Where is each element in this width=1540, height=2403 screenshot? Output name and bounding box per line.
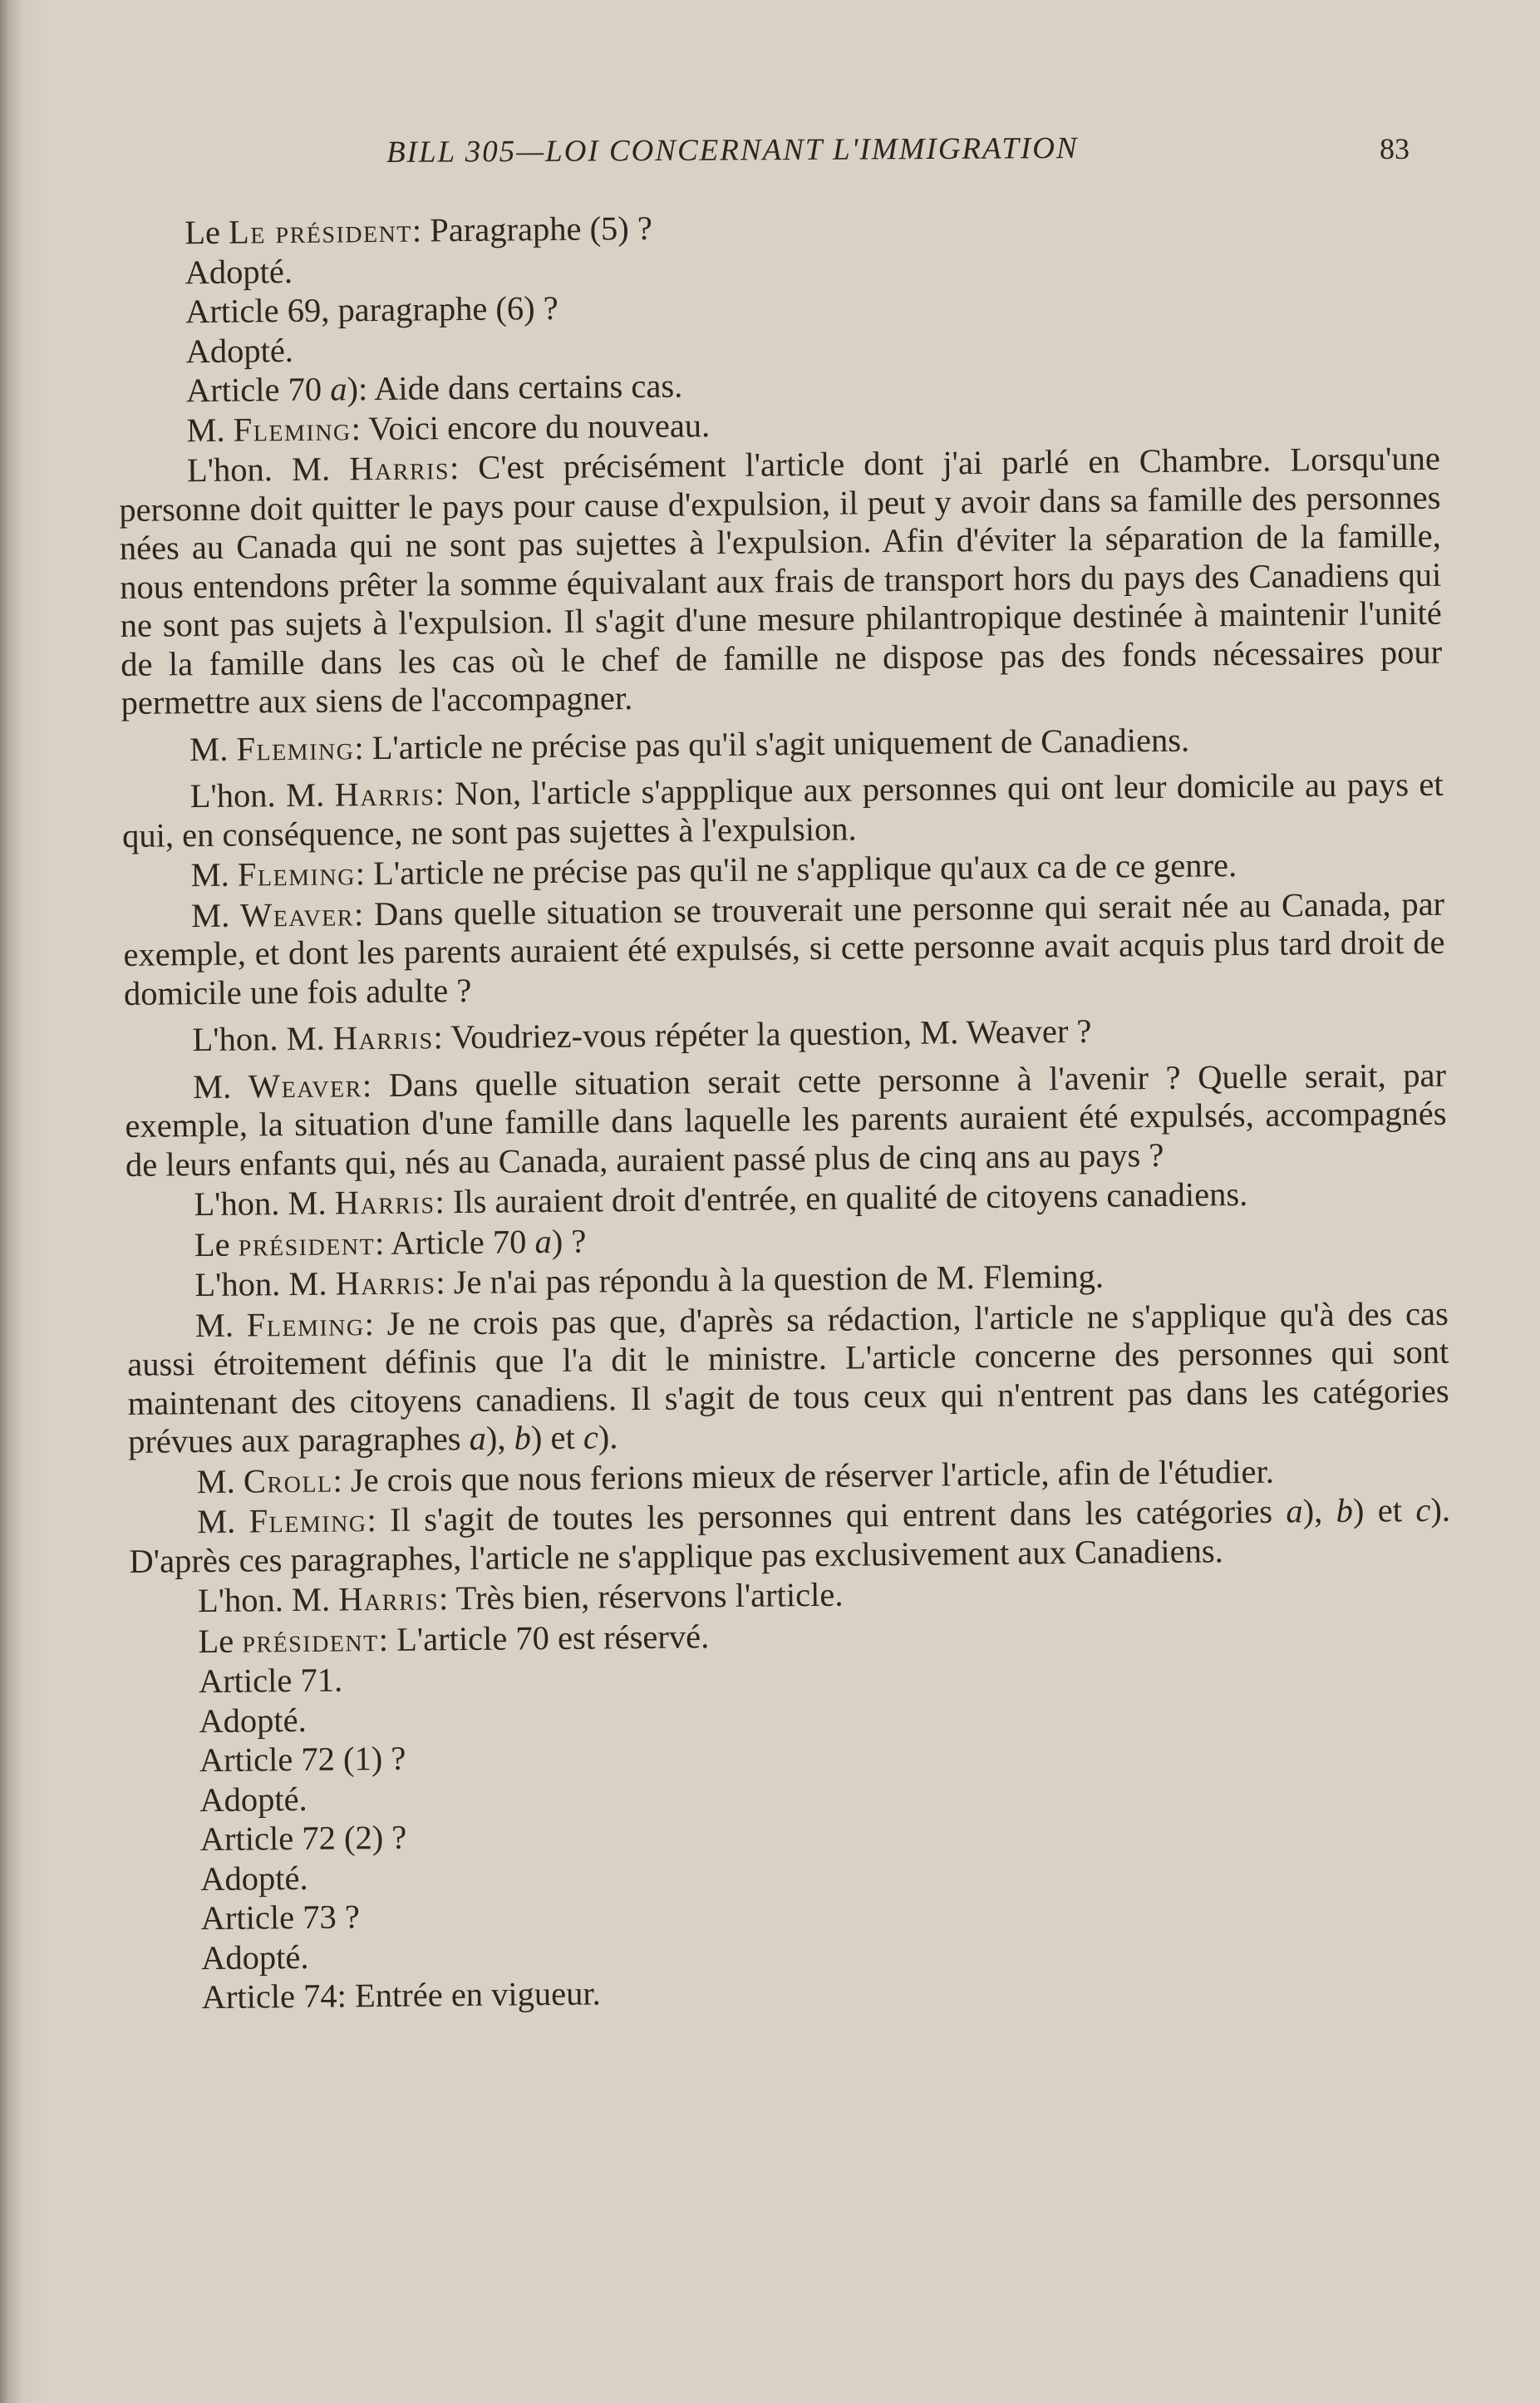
speaker-prefix: L'hon. M. xyxy=(194,1184,335,1224)
entry-article-69: Article 69, paragraphe (6) ? xyxy=(185,288,558,331)
speaker-name: Fleming xyxy=(233,409,352,449)
speaker-prefix: L'hon. M. xyxy=(197,1580,339,1620)
speaker-name: Harris xyxy=(349,449,450,488)
speaker-prefix: L'hon. M. xyxy=(194,1264,336,1304)
entry-text: ): Aide dans certains cas. xyxy=(347,367,683,408)
speaker-prefix: Le xyxy=(194,1225,239,1263)
entry-article-72-2: Article 72 (2) ? xyxy=(199,1818,407,1859)
speech-italic: a xyxy=(1286,1492,1303,1530)
entry-adopte: Adopté. xyxy=(199,1780,308,1819)
speaker-prefix: L'hon. M. xyxy=(189,776,335,815)
speech-text: : Dans quelle situation se trouverait une personne qui serait née au Canada, par exemple, et dont les parents auraient été expulsés, si cette personne avait acquis plus tard droit de domicile une fois adulte ? xyxy=(123,884,1445,1012)
speech-text: : L'article ne précise pas qu'il s'agit uniquement de Canadiens. xyxy=(354,721,1190,766)
speaker-prefix: M. xyxy=(186,411,234,449)
speech-text: : Très bien, réservons l'article. xyxy=(438,1575,844,1618)
speech-text: ) ? xyxy=(551,1222,587,1260)
speaker-prefix: M. xyxy=(192,1067,249,1105)
speech-text: ) et xyxy=(530,1418,584,1457)
entry-text: : Paragraphe (5) ? xyxy=(411,209,653,249)
speech-text: : L'article ne précise pas qu'il ne s'applique qu'aux ca de ce genre. xyxy=(355,846,1237,893)
speech-italic: c xyxy=(1415,1490,1431,1529)
speech-text: : Ils auraient droit d'entrée, en qualité de citoyens canadiens. xyxy=(435,1174,1248,1221)
speech-text: : L'article 70 est réservé. xyxy=(378,1617,710,1658)
speech-fleming xyxy=(127,1294,1450,1461)
entry-text: Article 70 xyxy=(185,370,331,410)
speech-harris xyxy=(119,440,1443,723)
speaker-name: Le président xyxy=(228,211,413,251)
speaker-name: Harris xyxy=(332,1018,434,1057)
entry-article-72-1: Article 72 (1) ? xyxy=(199,1739,406,1780)
speaker-name: président xyxy=(242,1620,379,1660)
page-number: 83 xyxy=(1380,132,1410,165)
speech-weaver xyxy=(125,1056,1447,1184)
speaker-prefix: M. xyxy=(190,855,239,894)
speaker-name: Harris xyxy=(335,1263,436,1302)
entry-adopte: Adopté. xyxy=(200,1859,308,1898)
speaker-name: Croll xyxy=(243,1461,333,1500)
speech-weaver xyxy=(123,884,1445,1013)
speaker-prefix: L'hon. M. xyxy=(186,450,350,490)
speaker-name: Weaver xyxy=(248,1066,363,1105)
speech-italic: c xyxy=(583,1418,599,1456)
speaker-prefix: Le xyxy=(198,1622,243,1660)
speech-text: : Dans quelle situation serait cette personne à l'avenir ? Quelle serait, par exemple, la situation d'une famille dans laquelle les parents auraient été expulsés, accompagnés de leurs enfants qui, nés au Canada, auraient passé plus de cinq ans au pays ? xyxy=(125,1056,1447,1184)
speech-text: ). xyxy=(598,1418,618,1456)
speech-text: : Voudriez-vous répéter la question, M. Weaver ? xyxy=(433,1012,1092,1056)
entry-article-73: Article 73 ? xyxy=(200,1898,361,1938)
speech-italic: b xyxy=(1336,1491,1354,1529)
entry-president-paragraph-5: Le Le président: Paragraphe (5) ? xyxy=(184,209,653,252)
speech-text: ), xyxy=(1302,1491,1336,1530)
speech-text: ) et xyxy=(1352,1491,1416,1529)
speech-text: : Il s'agit de toutes les personnes qui entrent dans les catégories xyxy=(367,1492,1287,1539)
entry-adopte: Adopté. xyxy=(185,331,294,370)
speech-text: : Non, l'article s'appplique aux personnes qui ont leur domicile au pays et qui, en conséquence, ne sont pas sujettes à l'expulsion. xyxy=(121,765,1444,854)
speaker-name: Fleming xyxy=(237,854,357,894)
speaker-prefix: M. xyxy=(189,730,237,768)
speaker-prefix: M. xyxy=(196,1462,244,1500)
speech-text: : Je crois que nous ferions mieux de réserver l'article, afin de l'étudier. xyxy=(332,1452,1275,1499)
speaker-name: Fleming xyxy=(236,728,355,768)
speech-italic: b xyxy=(514,1419,532,1457)
speech-fleming xyxy=(129,1491,1451,1581)
speaker-name: Fleming xyxy=(246,1304,365,1344)
speech-text: : Voici encore du nouveau. xyxy=(351,406,711,447)
speaker-prefix: M. xyxy=(196,1502,249,1541)
speech-harris xyxy=(124,1009,1445,1061)
entry-article-74: Article 74: Entrée en vigueur. xyxy=(201,1974,602,2016)
speech-fleming xyxy=(121,718,1443,770)
speaker-name: Harris xyxy=(334,775,435,814)
entry-adopte: Adopté. xyxy=(199,1701,307,1740)
speaker-name: Harris xyxy=(334,1183,435,1222)
speech-text: : Article 70 xyxy=(374,1222,535,1262)
speech-text: ), xyxy=(485,1419,514,1457)
speech-italic: a xyxy=(469,1419,487,1457)
entry-adopte: Adopté. xyxy=(185,252,293,291)
speech-text: : C'est précisément l'article dont j'ai parlé en Chambre. Lorsqu'une personne doit quitter le pays pour cause d'expulsion, il peut y avoir dans sa famille des personnes nées au Canada qui ne sont pas sujettes à l'expulsion. Afin d'éviter la séparation de la famille, nous entendons prêter la somme équivalant aux frais de transport hors du pays des Canadiens qui ne sont pas sujets à l'expulsion. Il s'agit d'une mesure philantropique destinée à maintenir l'unité de la famille dans les cas où le chef de famille ne dispose pas des fonds nécessaires pour permettre aux siens de l'accompagner. xyxy=(119,439,1443,721)
entry-italic: a xyxy=(330,370,347,408)
speaker-name: Harris xyxy=(338,1579,440,1618)
speaker-prefix: M. xyxy=(190,896,241,934)
speech-harris xyxy=(122,766,1444,855)
document-body xyxy=(116,202,1455,2019)
speech-text: : Je n'ai pas répondu à la question de M. Fleming. xyxy=(435,1257,1105,1302)
speech-text: : Je ne crois pas que, d'après sa rédaction, l'article ne s'applique qu'à des cas aussi étroitement définis que l'a dit le ministre. L'article concerne des personnes qui sont maintenant des citoyens canadiens. Il s'agit de tous ceux qui n'entrent pas dans les catégories prévues aux paragraphes xyxy=(127,1294,1449,1460)
entry-article-71: Article 71. xyxy=(198,1661,343,1701)
speaker-name: président xyxy=(238,1224,376,1263)
running-title: BILL 305—LOI CONCERNANT L'IMMIGRATION xyxy=(386,130,1079,170)
entry-adopte: Adopté. xyxy=(200,1938,309,1977)
speaker-prefix: M. xyxy=(194,1306,247,1344)
speaker-name: Fleming xyxy=(248,1501,367,1540)
speech-text: ). D'après ces paragraphes, l'article ne s'applique pas exclusivement aux Canadiens. xyxy=(129,1490,1451,1580)
page-header xyxy=(0,131,1540,181)
speech-italic: a xyxy=(534,1222,552,1260)
speaker-name: Weaver xyxy=(239,894,355,934)
speaker-prefix: L'hon. M. xyxy=(192,1019,334,1059)
